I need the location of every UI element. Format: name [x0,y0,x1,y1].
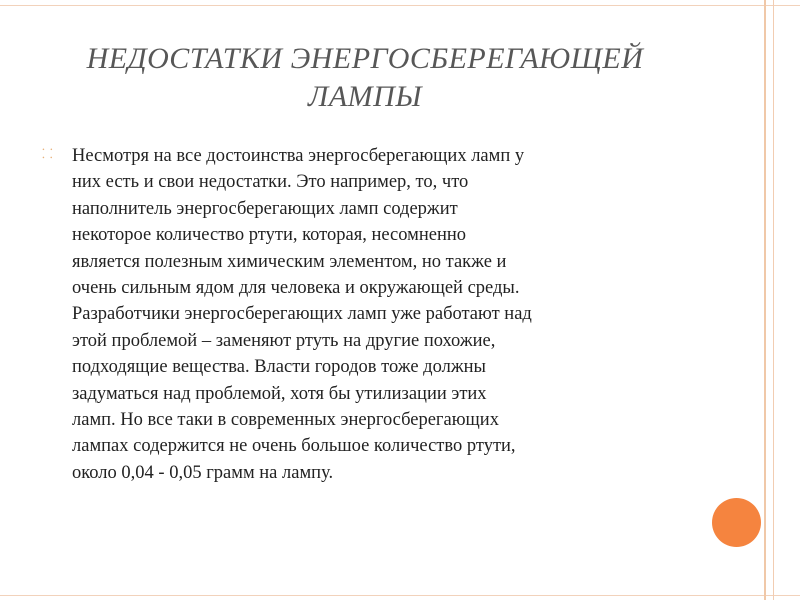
slide-title-line-2: ЛАМПЫ [308,80,422,113]
frame-top-line [0,5,800,6]
slide-title-line-1: НЕДОСТАТКИ ЭНЕРГОСБЕРЕГАЮЩЕЙ [86,42,644,75]
frame-right-line-inner [773,0,774,600]
body-line: наполнитель энергосберегающих ламп содержит [72,198,458,219]
body-line: них есть и свои недостатки. Это например, то, что [72,172,469,193]
body-line: Несмотря на все достоинства энергосберегающих ламп у [72,146,525,166]
frame-right-line-outer [764,0,766,600]
body-line: лампах содержится не очень большое количество ртути, [72,436,516,457]
body-line: ламп. Но все таки в современных энергосберегающих [72,410,499,431]
accent-circle-icon [712,498,761,547]
frame-bottom-line [0,595,800,596]
body-line: очень сильным ядом для человека и окружающей среды. [72,278,520,299]
body-line: этой проблемой – заменяют ртуть на другие похожие, [72,330,496,351]
slide-title [30,40,700,116]
body-paragraph [72,143,702,486]
body-line: около 0,04 - 0,05 грамм на лампу. [72,462,334,483]
body-line: подходящие вещества. Власти городов тоже должны [72,357,486,378]
body-line: некоторое количество ртути, которая, несомненно [72,225,467,246]
bullet-list-item [42,143,702,486]
bullet-marker-icon: ⸬ [42,147,53,162]
body-line: является полезным химическим элементом, но также и [72,251,507,272]
body-line: задуматься над проблемой, хотя бы утилизации этих [72,383,487,404]
body-line: Разработчики энергосберегающих ламп уже работают над [72,304,532,325]
